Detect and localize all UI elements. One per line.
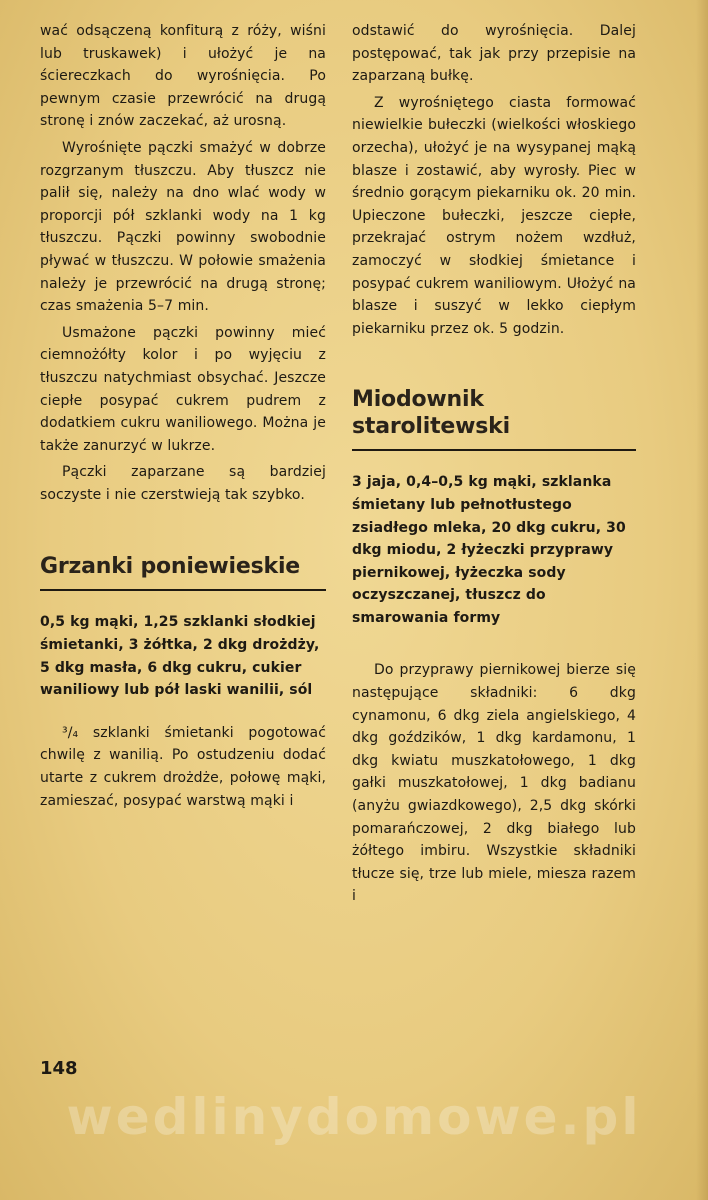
right-column xyxy=(352,20,636,908)
color-paragraph: Usmażone pączki powinny mieć ciemnożółty kolor i po wyjęciu z tłuszczu natychmiast obsychać. Jeszcze ciepłe posypać cukrem pudrem z dodatkiem cukru waniliowego. Można je także zanurzyć w lukrze. xyxy=(40,324,326,454)
continuation-paragraph: wać odsączeną konfiturą z róży, wiśni lub truskawek) i ułożyć je na ściereczkach do wyrośnięcia. Po pewnym czasie przewrócić na drugą stronę i znów zaczekać, aż urosną. xyxy=(40,23,326,130)
spice-paragraph: Do przyprawy piernikowej bierze się następujące składniki: 6 dkg cynamonu, 6 dkg ziela angielskiego, 4 dkg goździków, 1 dkg kardamonu, 1 dkg kwiatu muszkatołowego, 1 dkg gałki muszkatołowej, 1 dkg badianu (anyżu gwiazdkowego), 2,5 dkg skórki pomarańczowej, 2 dkg białego lub żółtego imbiru. Wszystkie składniki tłucze się, trze lub miele, miesza razem i xyxy=(352,662,636,905)
frying-paragraph: Wyrośnięte pączki smażyć w dobrze rozgrzanym tłuszczu. Aby tłuszcz nie palił się, należy na dno wlać wody w proporcji pół szklanki wody na 1 kg tłuszczu. Pączki powinny swobodnie pływać w tłuszczu. W połowie smażenia należy je przewrócić na drugą stronę; czas smażenia 5–7 min. xyxy=(40,139,326,315)
recipe-heading-line1: Miodownik xyxy=(352,387,484,413)
method-paragraph: ³/₄ szklanki śmietanki pogotować chwilę z wanilią. Po ostudzeniu dodać utarte z cukrem drożdże, połowę mąki, zamieszać, posypać warstwą mąki i xyxy=(40,724,326,809)
ingredients-list: 3 jaja, 0,4–0,5 kg mąki, szklanka śmietany lub pełnotłustego zsiadłego mleka, 20 dkg cukru, 30 dkg miodu, 2 łyżeczki przyprawy piernikowej, łyżeczka sody oczyszczanej, tłuszcz do smarowania formy xyxy=(352,474,626,626)
shaping-paragraph: Z wyrośniętego ciasta formować niewielkie bułeczki (wielkości włoskiego orzecha), ułożyć je na wysypanej mąką blasze i zostawić, aby wyrosły. Piec w średnio gorącym piekarniku ok. 20 min. Upieczone bułeczki, jeszcze ciepłe, przekrajać ostrym nożem wzdłuż, zamoczyć w słodkiej śmietance i posypać cukrem waniliowym. Ułożyć na blasze i suszyć w lekko ciepłym piekarniku przez ok. 5 godzin. xyxy=(352,94,636,337)
left-column xyxy=(40,20,326,812)
recipe-heading-line2: starolitewski xyxy=(352,414,510,440)
heading-rule xyxy=(352,449,636,451)
recipe-heading-miodownik xyxy=(352,386,636,440)
scalded-paragraph: Pączki zaparzane są bardziej soczyste i nie czerstwieją tak szybko. xyxy=(40,464,326,503)
continuation-paragraph: odstawić do wyrośnięcia. Dalej postępować, tak jak przy przepisie na zaparzaną bułkę. xyxy=(352,23,636,85)
page-number: 148 xyxy=(40,1058,78,1079)
watermark: wedlinydomowe.pl xyxy=(66,1088,642,1146)
ingredients-list: 0,5 kg mąki, 1,25 szklanki słodkiej śmietanki, 3 żółtka, 2 dkg drożdży, 5 dkg masła, 6 dkg cukru, cukier waniliowy lub pół laski wanilii, sól xyxy=(40,614,320,699)
recipe-heading-grzanki: Grzanki poniewieskie xyxy=(40,554,301,580)
heading-rule xyxy=(40,589,326,591)
page-edge-shadow xyxy=(696,0,708,1200)
